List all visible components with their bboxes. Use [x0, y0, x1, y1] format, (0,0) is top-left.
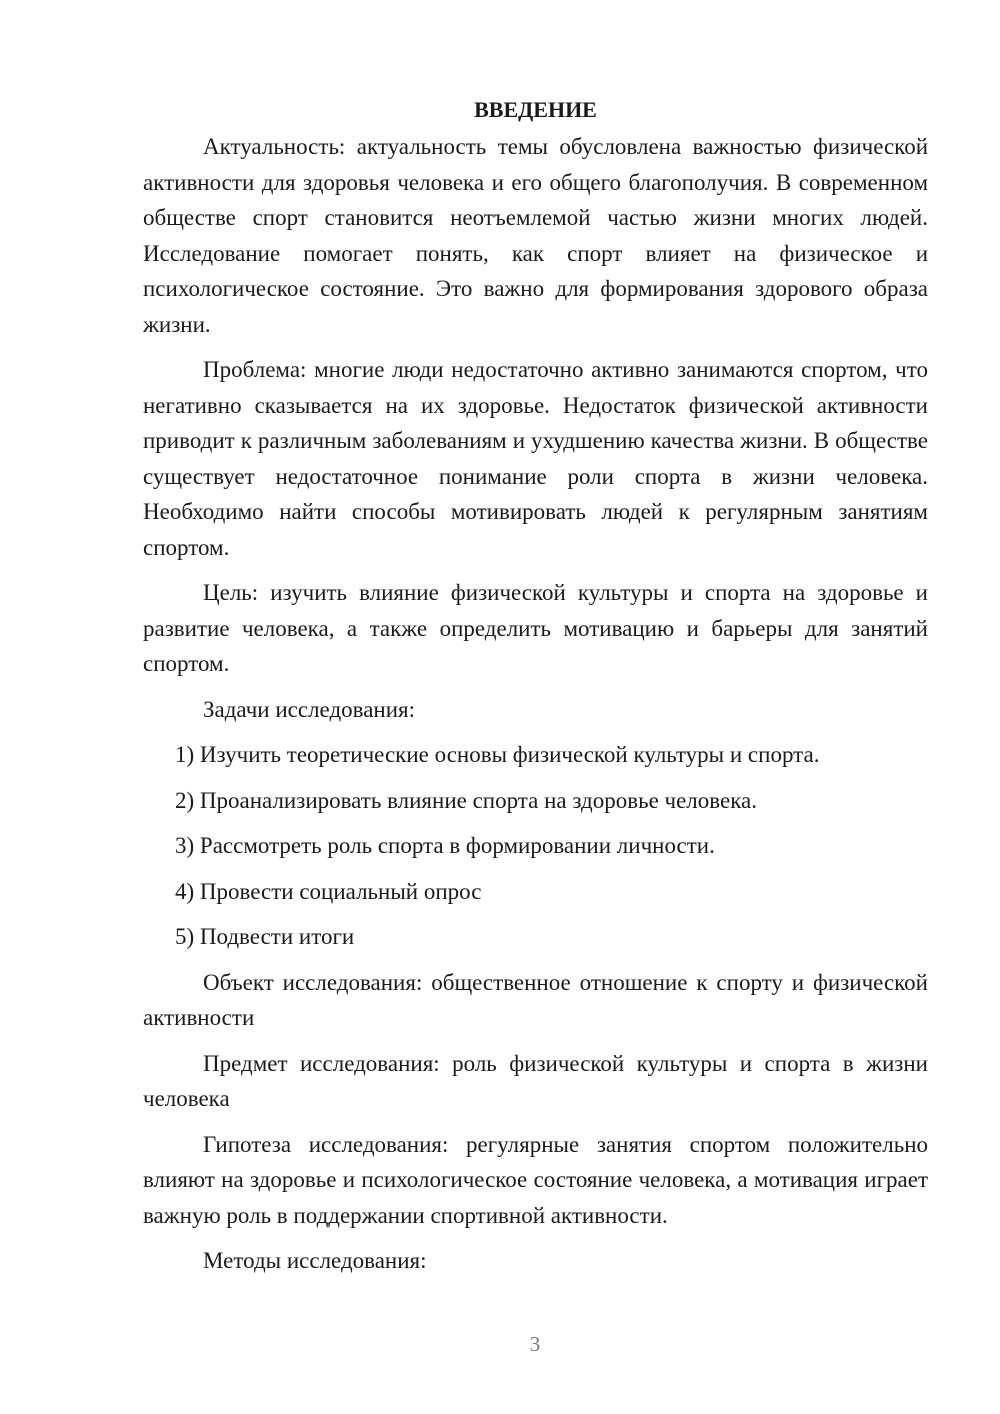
problem-paragraph: Проблема: многие люди недостаточно активно занимаются спортом, что негативно сказывается на их здоровье. Недостаток физической активности приводит к различным заболеваниям и ухудшению качества жизни. В обществе существует недостаточное понимание роли спорта в жизни человека. Необходимо найти способы мотивировать людей к регулярным занятиям спортом. [143, 357, 928, 560]
methods-heading: Методы исследования: [203, 1248, 427, 1273]
document-page [143, 92, 928, 1289]
task-item: 4) Провести социальный опрос [175, 878, 482, 904]
object-paragraph: Объект исследования: общественное отношение к спорту и физической активности [143, 969, 928, 1030]
goal-paragraph: Цель: изучить влияние физической культуры и спорта на здоровье и развитие человека, а также определить мотивацию и барьеры для занятий спортом. [143, 580, 928, 676]
page-number: 3 [529, 1332, 541, 1356]
tasks-heading: Задачи исследования: [203, 696, 416, 722]
tasks-list [143, 737, 928, 955]
task-item: 1) Изучить теоретические основы физической культуры и спорта. [175, 742, 820, 767]
task-item: 3) Рассмотреть роль спорта в формировании личности. [175, 833, 715, 858]
hypothesis-paragraph: Гипотеза исследования: регулярные занятия спортом положительно влияют на здоровье и психологическое состояние человека, а мотивация играет важную роль в поддержании спортивной активности. [143, 1131, 928, 1228]
relevance-paragraph: Актуальность: актуальность темы обусловлена важностью физической активности для здоровья человека и его общего благополучия. В современном обществе спорт становится неотъемлемой частью жизни многих людей. Исследование помогает понять, как спорт влияет на физическое и психологическое состояние. Это важно для формирования здорового образа жизни. [143, 134, 928, 337]
task-item: 5) Подвести итоги [175, 924, 355, 949]
task-item: 2) Проанализировать влияние спорта на здоровье человека. [175, 787, 758, 813]
subject-paragraph: Предмет исследования: роль физической культуры и спорта в жизни человека [143, 1050, 928, 1111]
section-title: ВВЕДЕНИЕ [474, 97, 597, 122]
